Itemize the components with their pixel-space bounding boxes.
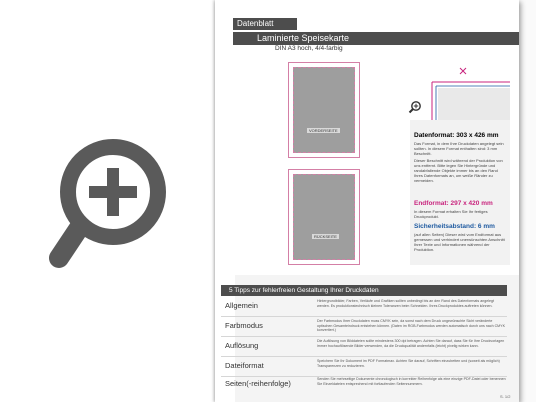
tip-label: Seiten(-reihenfolge) <box>225 379 291 388</box>
product-subtitle: DIN A3 hoch, 4/4-farbig <box>275 45 343 52</box>
tip-text: Speichern Sie Ihr Dokument im PDF Formatmax. Achten Sie darauf, Schriften einzubetten und (soweit als möglich) Transparenzen zu reduzieren. <box>317 359 500 368</box>
corner-detail <box>410 60 510 120</box>
tip-row-fileformat <box>221 357 507 377</box>
tip-row-colormode <box>221 317 507 337</box>
tip-label: Auflösung <box>225 341 259 350</box>
tip-text: Die Auflösung von Bilddateien sollte mindestens 300 dpi betragen. Achten Sie darauf, dass Sie für Ihre Druckvorlagen immer hochauflösende Bilder verwenden, da die Druckqualität andernfalls (leicht) pixelig wirken kann. <box>317 339 505 348</box>
tip-row-general <box>221 297 507 317</box>
datasheet-page <box>215 0 519 402</box>
data-format-title: Datenformat: 303 x 426 mm <box>414 132 499 139</box>
back-label: RÜCKSEITE <box>314 234 337 239</box>
tip-label: Dateiformat <box>225 361 264 370</box>
tip-text: Senden Sie mehrseitige Dokumente chronologisch in korrekter Reihenfolge als eine einzige PDF-Datei oder benennen Sie Einzeldateien entsprechend mit fortlaufenden Seitennummern. <box>317 377 506 386</box>
tips-title: 5 Tipps zur fehlerfreien Gestaltung Ihrer Druckdaten <box>221 285 507 296</box>
bleed-text: Dieser Beschnitt wird während der Produktion von uns entfernt. Bitte legen Sie Hintergründe und randabfallende Objekte immer bis an den Rand Ihres Datenformats an, um weiße Ränder zu vermeiden. <box>414 158 503 183</box>
zoom-in-icon[interactable] <box>45 130 175 280</box>
back-page-thumbnail[interactable] <box>293 174 355 260</box>
tip-label: Allgemein <box>225 301 258 310</box>
corner-detail-illustration <box>410 60 510 120</box>
tip-label: Farbmodus <box>225 321 263 330</box>
end-format-title: Endformat: 297 x 420 mm <box>414 200 493 207</box>
datasheet-tab: Datenblatt <box>233 18 297 30</box>
spec-panel <box>410 60 510 265</box>
page-number: S. 1/2 <box>500 394 511 399</box>
tip-text: Der Farbmodus Ihrer Druckdaten muss CMYK sein, da sonst nach dem Druck ungewünschte Sicht veränderte optischen Gesamteindruck entstehen können. (Daten im RGB-Farbmodus werden automatisch durch uns nach CMYK konvertiert.) <box>317 319 505 333</box>
end-format-text: In diesem Format erhalten Sie Ihr fertiges Druckprodukt. <box>414 209 488 219</box>
tip-text: Hintergrundbilder, Farben, Verläufe und Grafiken sollten unbedingt bis an den Rand des Datenformats angelegt werden. Es produktionstechnisch kleinen Toleranzen beim Schneiden. Ihres Druckproduktes auftreten können. <box>317 299 495 308</box>
front-label: VORDERSEITE <box>309 128 338 133</box>
zoom-in-small-icon[interactable] <box>408 100 422 114</box>
tip-row-resolution <box>221 337 507 357</box>
front-page-thumbnail[interactable] <box>293 67 355 153</box>
page-edge <box>520 0 536 402</box>
tip-row-page-order <box>221 375 507 394</box>
safety-margin-title: Sicherheitsabstand: 6 mm <box>414 223 495 230</box>
data-format-text: Das Format, in dem Ihre Druckdaten angelegt sein sollten. In diesem Format enthalten sind: 3 mm Beschnitt. <box>414 141 504 156</box>
safety-margin-text: (auf allen Seiten) Dieser wird vom Endformat aus gemessen und verhindert unerwünschten Anschnitt Ihrer Texte und Informationen während der Produktion. <box>414 232 505 252</box>
product-title: Laminierte Speisekarte <box>233 32 519 45</box>
